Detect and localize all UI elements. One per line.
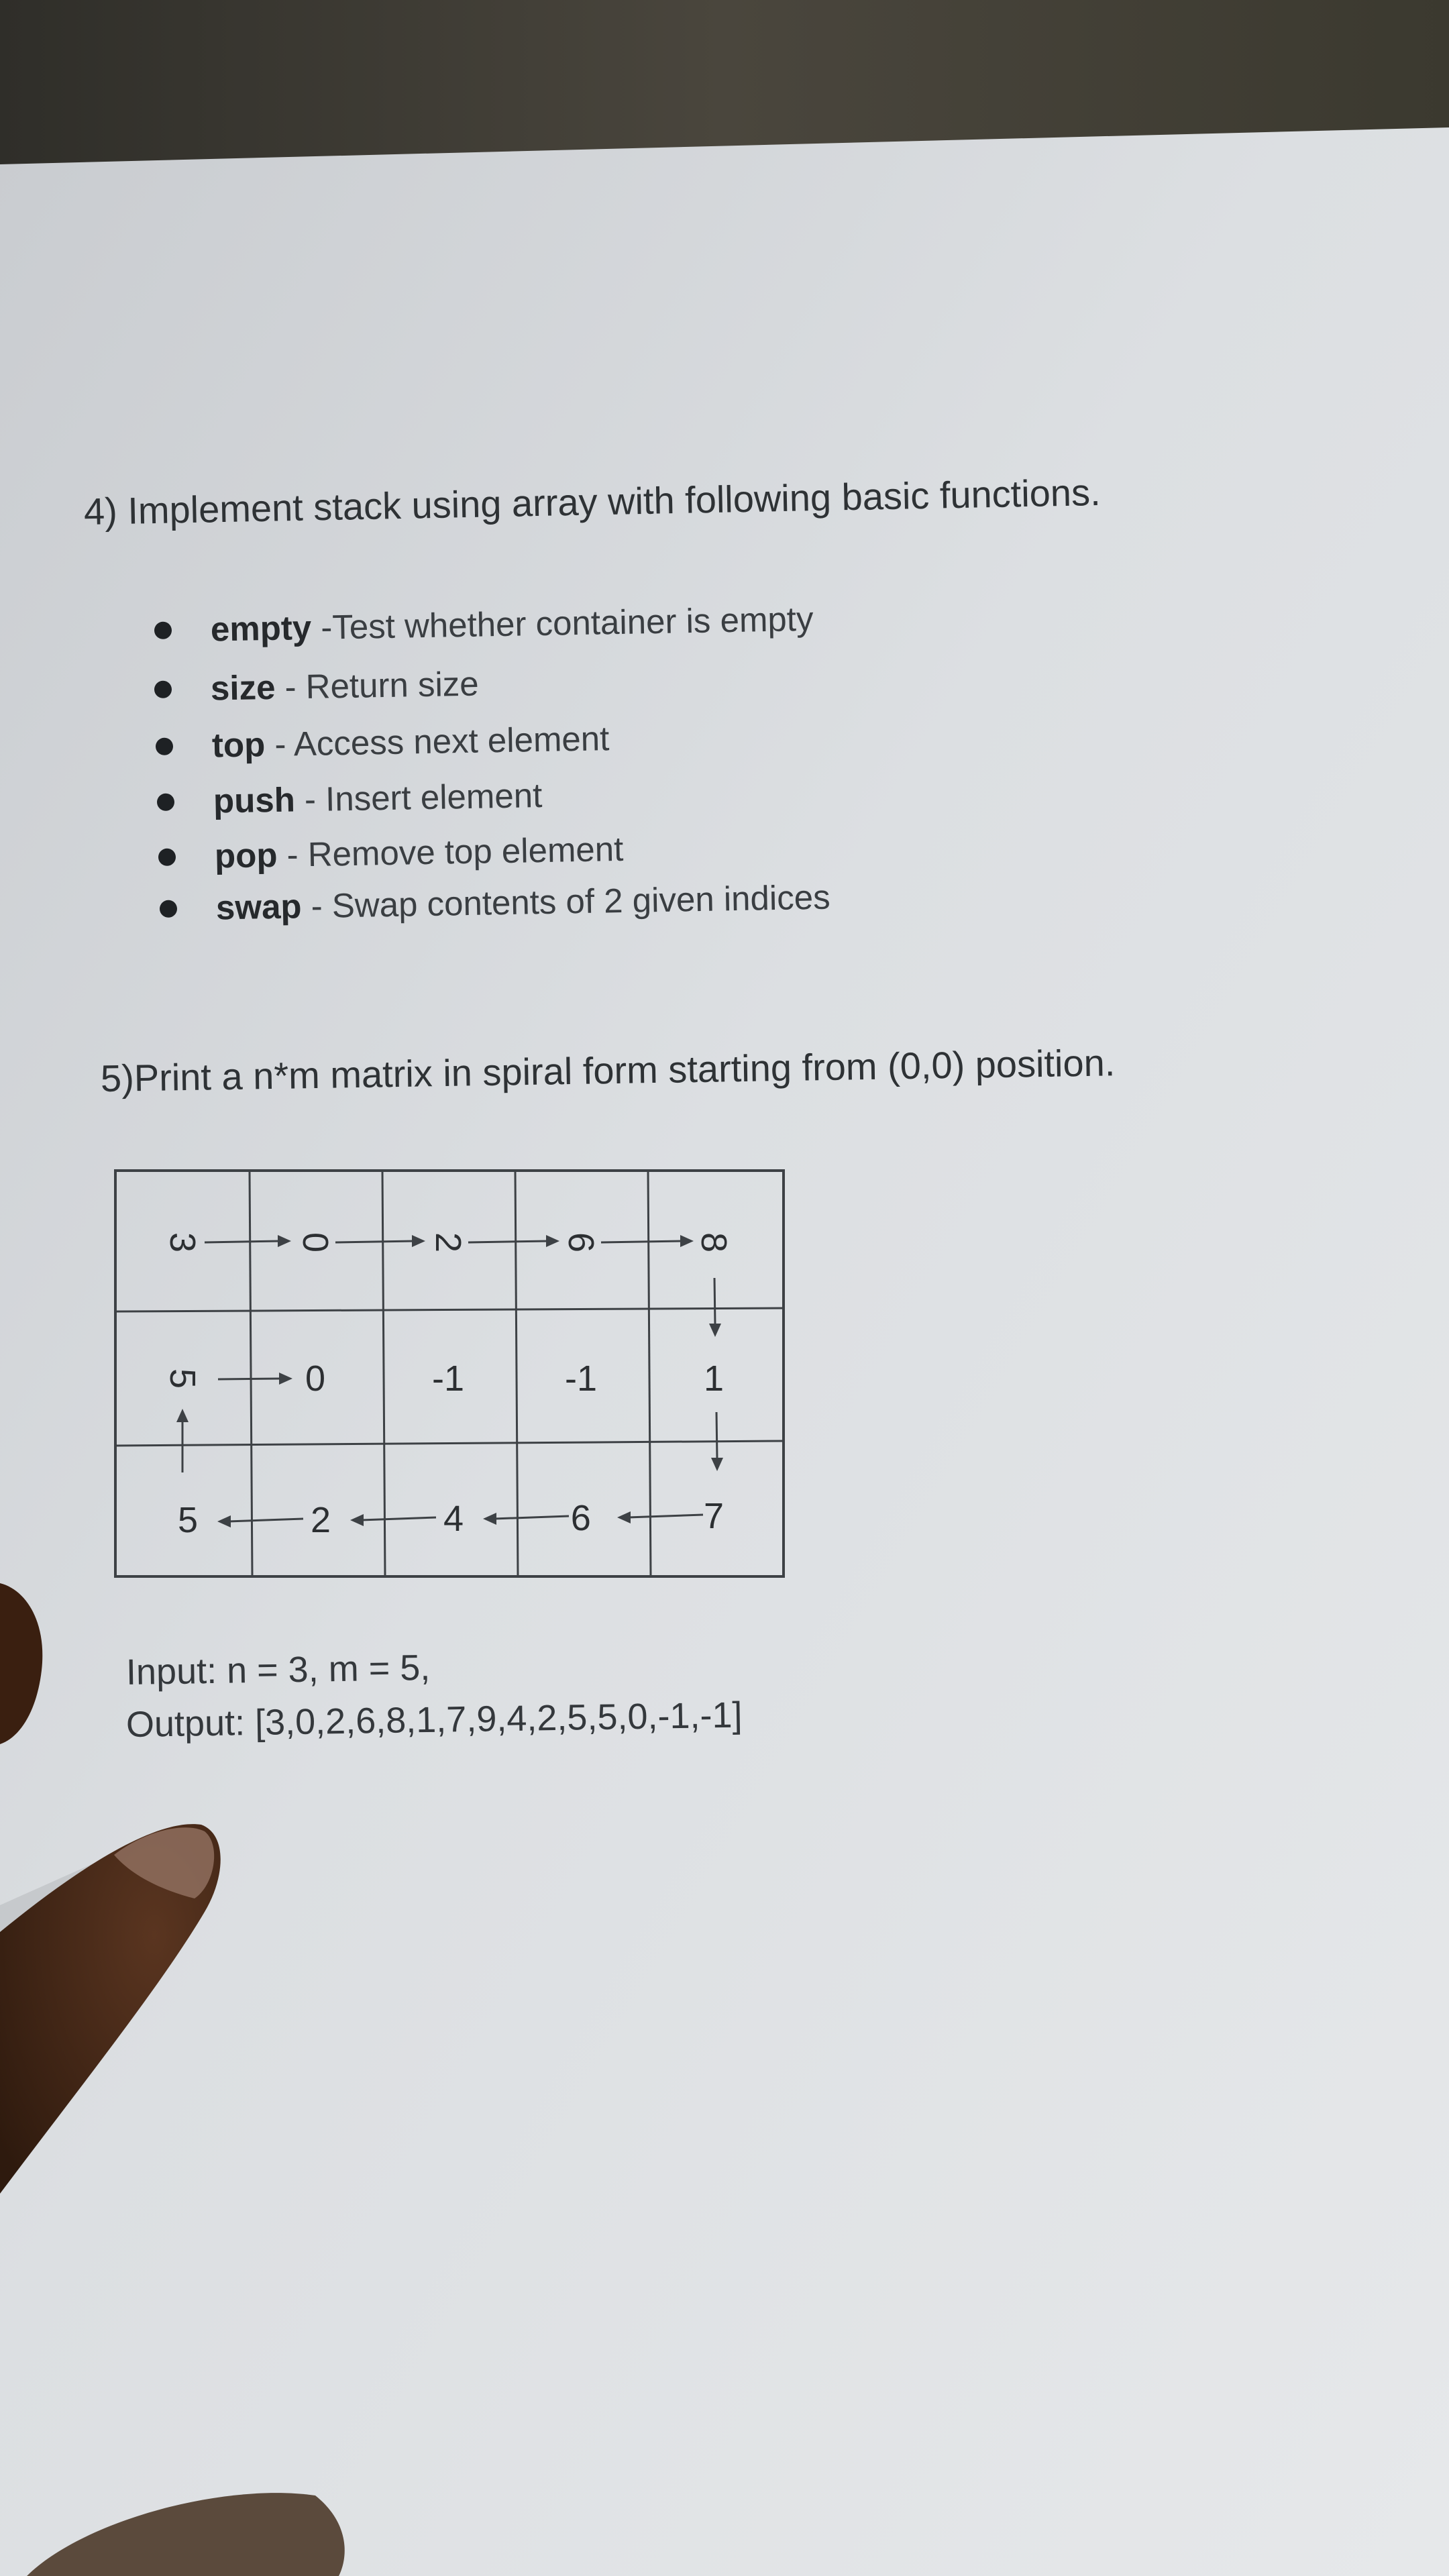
grid-line xyxy=(115,1308,784,1311)
grid-line xyxy=(382,1171,385,1576)
matrix-cell: 2 xyxy=(310,1500,331,1540)
arrow-line xyxy=(714,1278,715,1325)
arrow-head xyxy=(546,1235,559,1247)
matrix-cell: 9 xyxy=(570,1497,592,1538)
grid-line xyxy=(515,1171,518,1576)
arrow-head xyxy=(176,1409,189,1422)
matrix-cell: 6 xyxy=(561,1232,601,1253)
arrow-head xyxy=(709,1324,721,1337)
arrow-line xyxy=(601,1241,683,1242)
arrow-head xyxy=(617,1511,631,1523)
matrix-cell: 0 xyxy=(295,1232,335,1253)
matrix-cell: 5 xyxy=(162,1368,203,1389)
matrix-cell: -1 xyxy=(431,1358,465,1399)
arrow-head xyxy=(350,1514,364,1526)
arrow-line xyxy=(205,1241,280,1242)
arrow-head xyxy=(711,1458,723,1471)
function-description: -Test whether container is empty xyxy=(311,599,814,647)
matrix-cell: 3 xyxy=(162,1232,203,1253)
matrix-cell: 2 xyxy=(428,1232,468,1253)
function-name: pop xyxy=(214,835,278,875)
function-description: - Access next element xyxy=(264,719,610,764)
grid-line xyxy=(648,1171,651,1576)
example-output: Output: [3,0,2,6,8,1,7,9,4,2,5,5,0,-1,-1] xyxy=(125,1695,743,1745)
matrix-cell: 7 xyxy=(703,1496,724,1536)
arrow-line xyxy=(628,1515,703,1517)
function-description: - Insert element xyxy=(294,775,543,819)
arrow-head xyxy=(412,1235,425,1247)
function-name: empty xyxy=(210,608,312,649)
matrix-cell: 5 xyxy=(177,1500,199,1540)
arrow-head xyxy=(279,1373,292,1385)
arrow-head xyxy=(278,1235,291,1247)
arrow-line xyxy=(228,1519,303,1521)
function-name: swap xyxy=(215,887,303,927)
arrow-head xyxy=(483,1513,496,1525)
matrix-cell: 0 xyxy=(305,1358,326,1399)
matrix-cell: 4 xyxy=(443,1499,464,1539)
arrow-line xyxy=(716,1412,717,1459)
arrow-head xyxy=(217,1515,231,1527)
grid-line xyxy=(250,1171,252,1576)
function-name: top xyxy=(211,725,266,765)
arrow-line xyxy=(468,1241,549,1242)
arrow-line xyxy=(335,1241,415,1242)
arrow-line xyxy=(361,1517,436,1520)
function-description: - Swap contents of 2 given indices xyxy=(301,877,831,926)
matrix-cell: -1 xyxy=(564,1358,598,1399)
question-4-title: 4) Implement stack using array with following basic functions. xyxy=(83,470,1102,533)
matrix-cell: 8 xyxy=(694,1232,734,1253)
arrow-line xyxy=(494,1516,569,1519)
arrow-head xyxy=(680,1235,694,1247)
example-input: Input: n = 3, m = 5, xyxy=(125,1647,431,1693)
function-description: - Remove top element xyxy=(276,829,624,874)
function-name: push xyxy=(213,780,296,820)
function-name: size xyxy=(210,667,276,708)
matrix-cell: 1 xyxy=(703,1358,724,1399)
grid-line xyxy=(115,1441,784,1446)
function-description: - Return size xyxy=(274,664,480,706)
question-5-title: 5)Print a n*m matrix in spiral form starting from (0,0) position. xyxy=(100,1041,1116,1099)
